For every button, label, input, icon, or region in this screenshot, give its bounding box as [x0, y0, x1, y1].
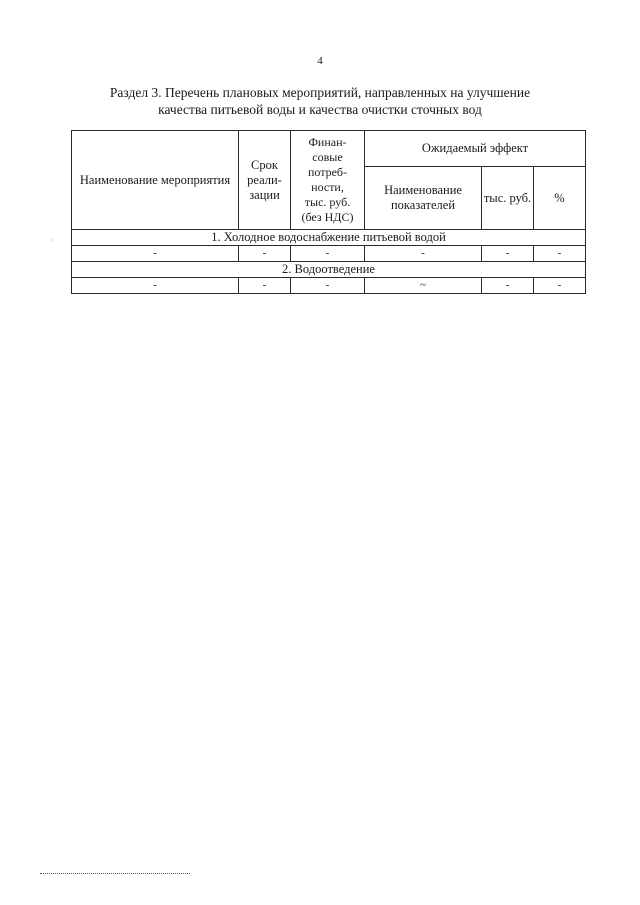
- section-title-line-1: Раздел 3. Перечень плановых мероприятий, направленных на улучшение: [109, 85, 531, 100]
- measures-table: [71, 130, 586, 294]
- header-period: Срок реали-зации: [239, 131, 291, 230]
- section-row-cold-water: 1. Холодное водоснабжение питьевой водой: [72, 230, 586, 246]
- table-cell: -: [365, 246, 482, 262]
- table-cell: -: [534, 246, 586, 262]
- section-title-line-2: качества питьевой воды и качества очистки сточных вод: [158, 102, 482, 117]
- scan-margin-mark: ·: [50, 236, 53, 245]
- section-title: [70, 84, 570, 118]
- header-measure-name: Наименование мероприятия: [72, 131, 239, 230]
- header-percent: %: [534, 167, 586, 230]
- table-cell: -: [72, 246, 239, 262]
- table-row: [72, 278, 586, 294]
- scan-artifact-line: [40, 873, 190, 874]
- table-cell: -: [291, 246, 365, 262]
- section-row-sewerage: 2. Водоотведение: [72, 262, 586, 278]
- table-cell: -: [239, 246, 291, 262]
- header-finance-line: совые: [312, 150, 343, 164]
- table-cell: -: [291, 278, 365, 294]
- table-cell: -: [482, 278, 534, 294]
- table-cell: ~: [365, 278, 482, 294]
- header-finance-line: потреб-: [307, 165, 348, 179]
- header-expected-effect: Ожидаемый эффект: [365, 131, 586, 167]
- table-cell: -: [534, 278, 586, 294]
- header-finance-line: ности,: [311, 180, 344, 194]
- header-finance-line: Финан-: [308, 135, 347, 149]
- header-finance-line: (без НДС): [301, 210, 354, 224]
- table-cell: -: [239, 278, 291, 294]
- header-finance: [291, 131, 365, 230]
- header-thousand-rub: тыс. руб.: [482, 167, 534, 230]
- page-number: 4: [317, 55, 323, 67]
- table-cell: -: [72, 278, 239, 294]
- header-finance-line: тыс. руб.: [304, 195, 351, 209]
- header-indicators: Наименование показателей: [365, 167, 482, 230]
- table-cell: -: [482, 246, 534, 262]
- table-row: [72, 246, 586, 262]
